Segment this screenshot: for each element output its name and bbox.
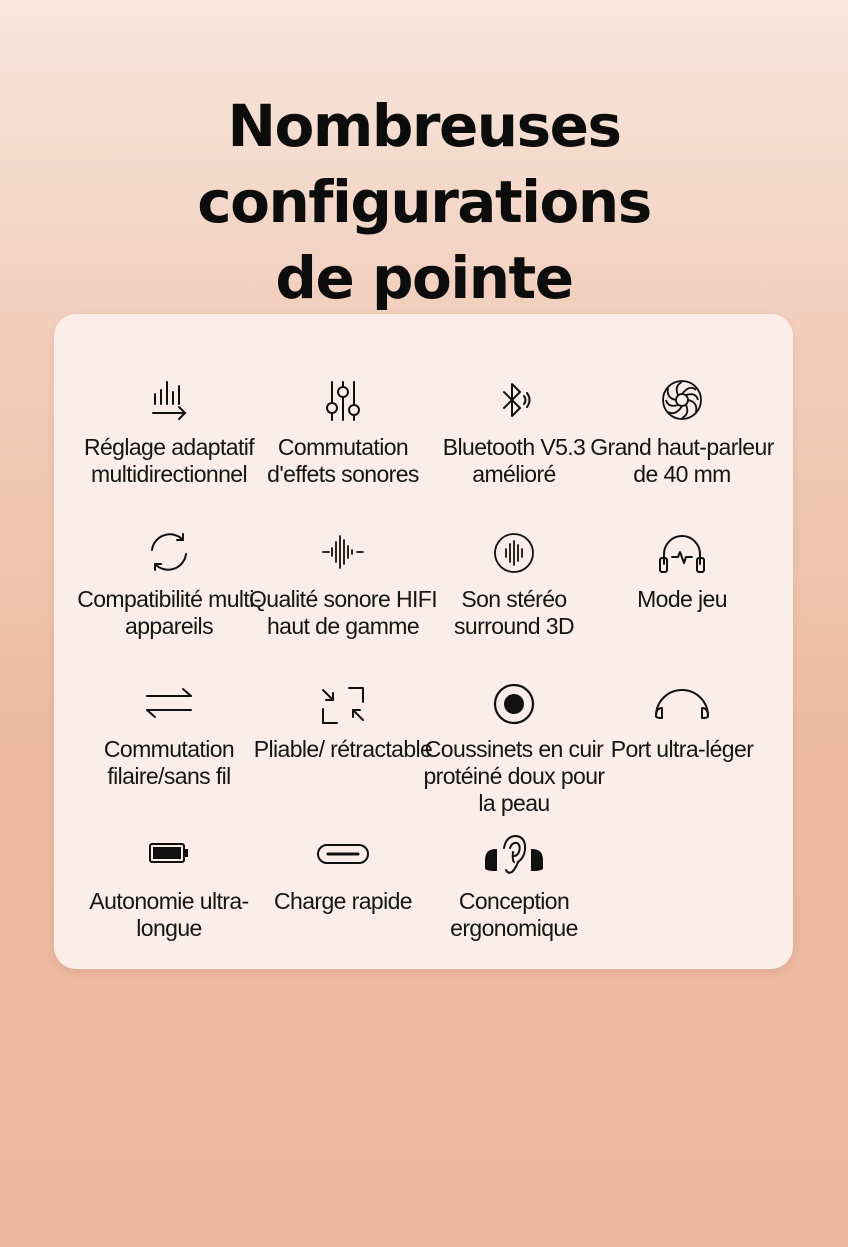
feature-ultra-light bbox=[584, 682, 780, 763]
feature-foldable bbox=[245, 682, 441, 763]
ear-icon bbox=[484, 834, 544, 882]
usb-c-icon bbox=[313, 834, 373, 882]
feature-bluetooth bbox=[416, 380, 612, 488]
feature-label: Coussinets en cuir protéiné doux pour la peau bbox=[423, 736, 605, 816]
bluetooth-icon bbox=[484, 380, 544, 428]
page-title bbox=[0, 88, 848, 316]
feature-battery bbox=[71, 834, 267, 942]
equalizer-arrow-icon bbox=[139, 380, 199, 428]
sync-icon bbox=[139, 532, 199, 580]
feature-ergonomic bbox=[416, 834, 612, 942]
headphones-icon bbox=[652, 682, 712, 730]
battery-icon bbox=[139, 834, 199, 882]
feature-label: Bluetooth V5.3 amélioré bbox=[442, 434, 586, 487]
feature-label: Grand haut-parleur de 40 mm bbox=[590, 434, 774, 487]
gaming-headphones-icon bbox=[652, 532, 712, 580]
feature-wired-wireless bbox=[71, 682, 267, 790]
feature-surround bbox=[416, 532, 612, 640]
feature-label: Mode jeu bbox=[637, 586, 727, 612]
feature-label: Pliable/ rétractable bbox=[253, 736, 433, 762]
feature-label: Compatibilité multi-appareils bbox=[77, 586, 261, 639]
feature-leather-cushions bbox=[416, 682, 612, 817]
feature-game-mode bbox=[584, 532, 780, 613]
speaker-driver-icon bbox=[652, 380, 712, 428]
feature-sound-effects bbox=[245, 380, 441, 488]
feature-fast-charge bbox=[245, 834, 441, 915]
title-line-2: de pointe bbox=[275, 244, 573, 312]
feature-label: Son stéréo surround 3D bbox=[454, 586, 574, 639]
surround-sound-icon bbox=[484, 532, 544, 580]
feature-hifi-quality bbox=[245, 532, 441, 640]
feature-label: Charge rapide bbox=[274, 888, 412, 914]
feature-label: Commutation filaire/sans fil bbox=[103, 736, 235, 789]
sliders-icon bbox=[313, 380, 373, 428]
sound-wave-icon bbox=[313, 532, 373, 580]
title-line-1: Nombreuses configurations bbox=[197, 92, 651, 236]
fold-icon bbox=[313, 682, 373, 730]
feature-adaptive-adjustment bbox=[71, 380, 267, 488]
feature-label: Port ultra-léger bbox=[610, 736, 754, 762]
feature-label: Autonomie ultra-longue bbox=[89, 888, 249, 941]
switch-arrows-icon bbox=[139, 682, 199, 730]
feature-large-speaker bbox=[584, 380, 780, 488]
feature-label: Qualité sonore HIFI haut de gamme bbox=[248, 586, 438, 639]
feature-label: Réglage adaptatif multidirectionnel bbox=[83, 434, 255, 487]
feature-label: Conception ergonomique bbox=[450, 888, 578, 941]
feature-multi-device bbox=[71, 532, 267, 640]
ear-cushion-icon bbox=[484, 682, 544, 730]
feature-label: Commutation d'effets sonores bbox=[267, 434, 419, 487]
features-card bbox=[54, 314, 793, 969]
